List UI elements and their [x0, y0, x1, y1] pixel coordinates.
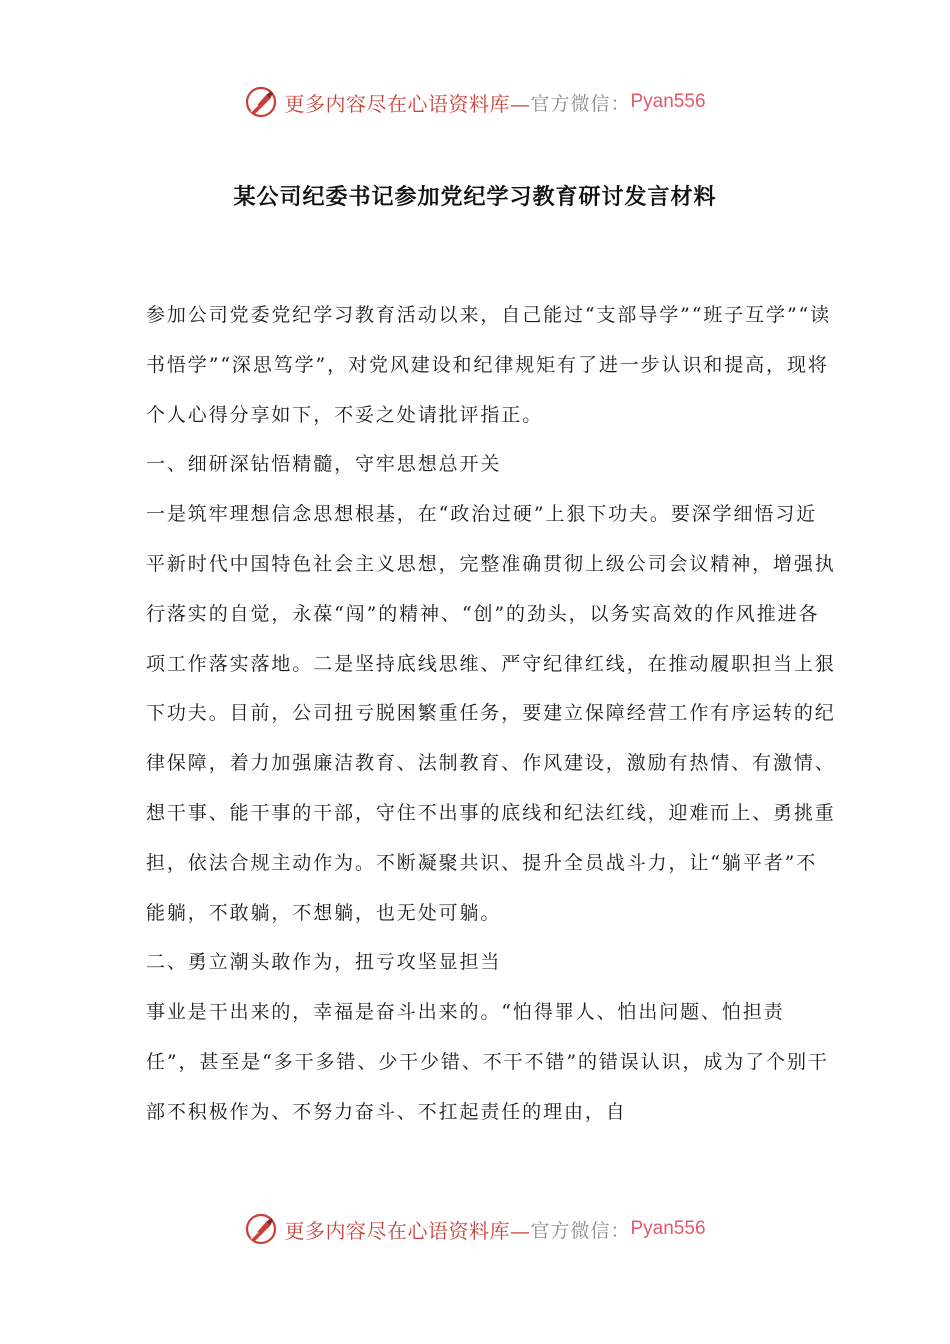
footer-banner [0, 1209, 950, 1249]
paragraph-section-1: 一是筑牢理想信念思想根基，在“政治过硬”上狠下功夫。要深学细悟习近平新时代中国特色社会主义思想，完整准确贯彻上级公司会议精神，增强执行落实的自觉，永葆“闯”的精神、“创”的劲头，以务实高效的作风推进各项工作落实落地。二是坚持底线思维、严守纪律红线，在推动履职担当上狠下功夫。目前，公司扭亏脱困繁重任务，要建立保障经营工作有序运转的纪律保障，着力加强廉洁教育、法制教育、作风建设，激励有热情、有激情、想干事、能干事的干部，守住不出事的底线和纪法红线，迎难而上、勇挑重担，依法合规主动作为。不断凝聚共识、提升全员战斗力，让“躺平者”不能躺，不敢躺，不想躺，也无处可躺。 [146, 503, 836, 924]
document-title: 某公司纪委书记参加党纪学习教育研讨发言材料 [233, 185, 717, 210]
banner-brand-text: 更多内容尽在心语资料库— [284, 1218, 531, 1243]
banner-brand-text: 更多内容尽在心语资料库— [284, 91, 531, 116]
paragraph-intro: 参加公司党委党纪学习教育活动以来，自己能过“支部导学”“班子互学”“读书悟学”“深思笃学”，对党风建设和纪律规矩有了进一步认识和提高，现将个人心得分享如下，不妥之处请批评指正。 [146, 304, 832, 426]
header-banner [0, 82, 950, 122]
banner-wechat-label: 官方微信： [530, 92, 631, 115]
banner-wechat-id: Pyan556 [630, 91, 706, 112]
paragraph-section-2: 事业是干出来的，幸福是奋斗出来的。“怕得罪人、怕出问题、怕担责任”，甚至是“多干多错、少干少错、不干不错”的错误认识，成为了个别干部不积极作为、不努力奋斗、不扛起责任的理由，自 [146, 1001, 829, 1123]
pen-nib-logo-icon [244, 1212, 278, 1246]
section-heading-2: 二、勇立潮头敢作为，扭亏攻坚显担当 [146, 951, 502, 974]
banner-wechat-id: Pyan556 [630, 1218, 706, 1239]
section-heading-1: 一、细研深钻悟精髓，守牢思想总开关 [146, 453, 502, 476]
document-body [146, 291, 836, 1138]
banner-wechat-label: 官方微信： [530, 1219, 631, 1242]
pen-nib-logo-icon [244, 85, 278, 119]
